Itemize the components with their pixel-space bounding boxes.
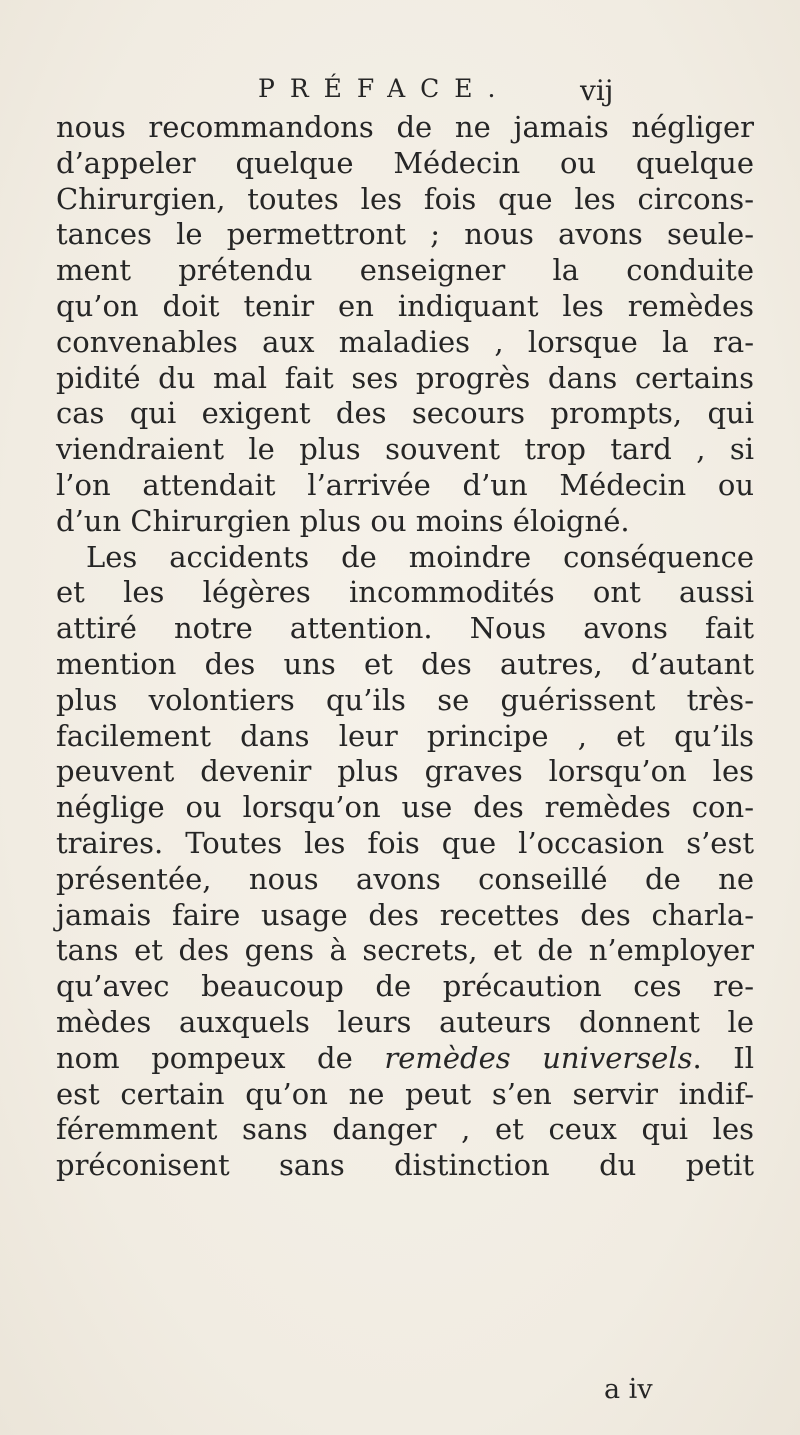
text-line: facilement dans leur principe , et qu’ils	[56, 718, 754, 753]
text-line: traires. Toutes les fois que l’occasion s’est	[56, 825, 754, 860]
text-line: est certain qu’on ne peut s’en servir indif-	[56, 1076, 754, 1111]
text-line-with-italic	[56, 1041, 754, 1077]
text-line: néglige ou lorsqu’on use des remèdes con-	[56, 790, 754, 825]
text-line: cas qui exigent des secours prompts, qui	[56, 396, 754, 431]
text-line: jamais faire usage des recettes des charla-	[56, 897, 754, 932]
text-line: viendraient le plus souvent trop tard , si	[56, 432, 754, 467]
text-line: pidité du mal fait ses progrès dans certains	[56, 360, 754, 395]
text-line: présentée, nous avons conseillé de ne	[56, 861, 754, 896]
text-line: Chirurgien, toutes les fois que les circons-	[56, 181, 754, 216]
text-line: ment prétendu enseigner la conduite	[56, 253, 754, 288]
text-line: d’appeler quelque Médecin ou quelque	[56, 145, 754, 180]
page-number: vij	[580, 74, 614, 107]
text-segment: . Il	[692, 1040, 754, 1075]
text-line: nous recommandons de ne jamais négliger	[56, 110, 754, 144]
text-line: féremment sans danger , et ceux qui les	[56, 1112, 754, 1147]
text-line: mèdes auxquels leurs auteurs donnent le	[56, 1004, 754, 1039]
body-text	[56, 110, 754, 1184]
paragraph-start-line: Les accidents de moindre conséquence	[86, 539, 754, 574]
text-line: convenables aux maladies , lorsque la ra-	[56, 324, 754, 359]
text-line: qu’avec beaucoup de précaution ces re-	[56, 969, 754, 1004]
text-line: qu’on doit tenir en indiquant les remèdes	[56, 288, 754, 323]
text-line: et les légères incommodités ont aussi	[56, 575, 754, 610]
text-segment: nom pompeux de	[56, 1040, 353, 1075]
text-line: préconisent sans distinction du petit	[56, 1148, 754, 1183]
text-line: tances le permettront ; nous avons seule-	[56, 217, 754, 252]
running-head	[258, 74, 658, 110]
text-line: mention des uns et des autres, d’autant	[56, 646, 754, 681]
text-line: l’on attendait l’arrivée d’un Médecin ou	[56, 467, 754, 502]
text-line: peuvent devenir plus graves lorsqu’on les	[56, 754, 754, 789]
text-line: tans et des gens à secrets, et de n’employer	[56, 933, 754, 968]
running-title: PRÉFACE.	[258, 74, 511, 103]
text-line: plus volontiers qu’ils se guérissent très-	[56, 682, 754, 717]
signature-mark: a iv	[604, 1374, 653, 1405]
text-line: attiré notre attention. Nous avons fait	[56, 611, 754, 646]
italic-phrase: remèdes universels	[384, 1040, 693, 1075]
text-line: d’un Chirurgien plus ou moins éloigné.	[56, 503, 630, 538]
